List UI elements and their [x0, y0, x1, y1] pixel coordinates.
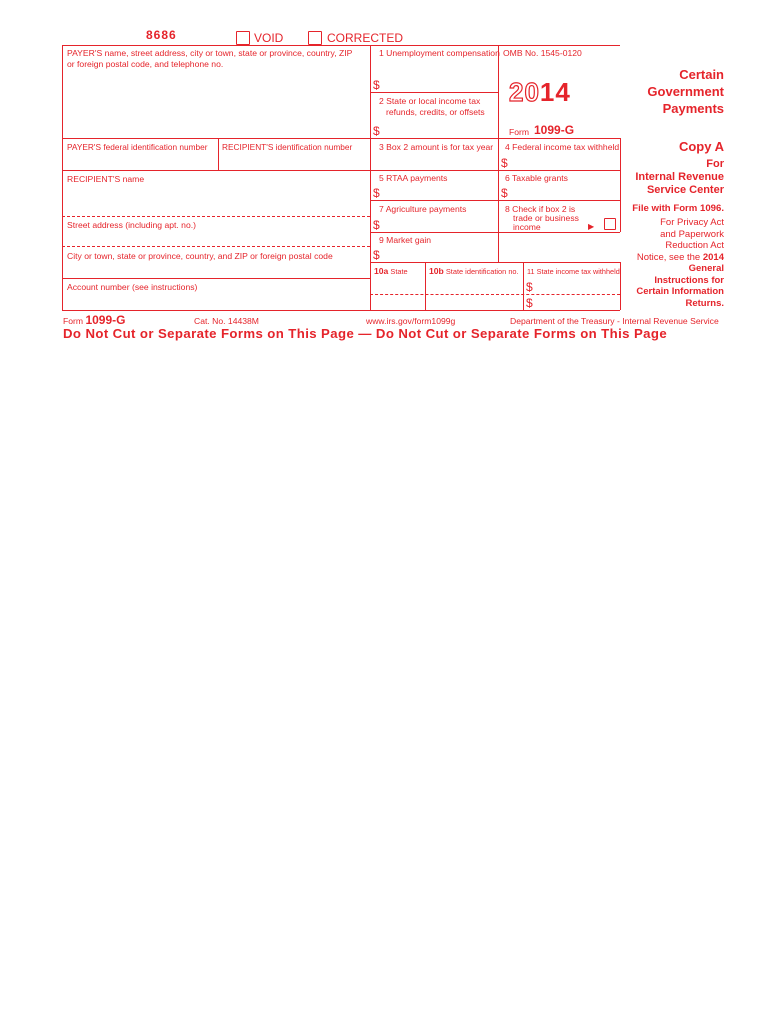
general-line-4: Returns. [685, 297, 724, 309]
box7-label: 7 Agriculture payments [379, 204, 467, 214]
box5-field[interactable] [382, 185, 496, 199]
notice-year: 2014 [702, 251, 724, 263]
tax-year-solid: 14 [539, 77, 571, 107]
box8-label-3: income [513, 222, 541, 232]
copy-panel [600, 139, 724, 309]
box6-dollar: $ [501, 186, 508, 200]
box10a-number: 10a [374, 266, 389, 276]
box2-dollar: $ [373, 124, 380, 138]
form-code: 8686 [146, 28, 177, 42]
for-label: For [706, 158, 724, 170]
file-with-label: File with Form 1096. [632, 203, 724, 214]
payer-name-label: PAYER'S name, street address, city or town, state or province, country, ZIP [67, 48, 353, 58]
box11-label: 11 State income tax withheld [527, 267, 620, 276]
payer-name-label-2: or foreign postal code, and telephone no. [67, 59, 224, 69]
box2-field[interactable] [382, 122, 496, 136]
box3-field[interactable] [372, 154, 496, 169]
payer-name-field[interactable] [64, 72, 368, 136]
recipient-name-field[interactable] [64, 186, 368, 215]
form-title-1: Certain [679, 67, 724, 82]
arrow-right-icon: ▶ [588, 222, 595, 231]
payer-fed-id-label: PAYER'S federal identification number [67, 142, 208, 152]
footer-form-number: 1099-G [85, 313, 126, 327]
side-panel [600, 66, 724, 117]
box9-dollar: $ [373, 248, 380, 262]
form-title-3: Payments [662, 101, 724, 116]
box10a-text: State [390, 267, 408, 276]
street-address-label: Street address (including apt. no.) [67, 220, 196, 230]
void-label: VOID [254, 31, 284, 45]
box1-dollar: $ [373, 78, 380, 92]
box2-label-1: 2 State or local income tax [379, 96, 481, 106]
box10a-field-1[interactable] [372, 278, 424, 293]
recipient-id-label: RECIPIENT'S identification number [222, 142, 353, 152]
corrected-label: CORRECTED [327, 31, 404, 45]
copy-label: Copy A [678, 139, 724, 154]
general-line-1: General [688, 263, 724, 274]
box9-label: 9 Market gain [379, 235, 432, 245]
general-line-2: Instructions for [654, 274, 724, 286]
box10a-label [374, 266, 408, 277]
box2-label-2: refunds, credits, or offsets [386, 107, 485, 117]
box7-field[interactable] [382, 216, 496, 231]
corrected-checkbox[interactable] [308, 31, 322, 45]
dept-treasury: Department of the Treasury - Internal Revenue Service [510, 316, 719, 326]
recipient-name-label: RECIPIENT'S name [67, 174, 145, 184]
tax-year [509, 79, 571, 105]
privacy-line-1: For Privacy Act [660, 217, 724, 228]
box5-label: 5 RTAA payments [379, 173, 448, 183]
general-line-3: Certain Information [636, 286, 724, 297]
box10b-field-2[interactable] [427, 295, 521, 309]
payer-fed-id-field[interactable] [64, 154, 216, 169]
notice-line [600, 252, 724, 264]
street-address-field[interactable] [64, 231, 368, 245]
irs-label-1: Internal Revenue [635, 171, 724, 183]
omb-number: OMB No. 1545-0120 [503, 48, 582, 58]
form-title-2: Government [647, 84, 724, 99]
box11-dollar-1: $ [526, 280, 533, 294]
box8-label-2: trade or business [513, 213, 579, 223]
irs-url: www.irs.gov/form1099g [366, 316, 456, 326]
box10b-text: State identification no. [445, 267, 519, 276]
form-number: 1099-G [534, 123, 575, 137]
account-number-field[interactable] [64, 294, 368, 309]
footer-form-word: Form [63, 316, 84, 326]
box3-label: 3 Box 2 amount is for tax year [379, 142, 494, 152]
box7-dollar: $ [373, 218, 380, 232]
box8-label-1: 8 Check if box 2 is [505, 204, 576, 214]
privacy-line-2: and Paperwork [660, 228, 724, 240]
box10b-field-1[interactable] [427, 278, 521, 293]
box10b-number: 10b [429, 266, 444, 276]
recipient-id-field[interactable] [220, 154, 368, 169]
form-label: Form [509, 127, 530, 137]
privacy-line-3: Reduction Act [665, 240, 724, 251]
notice-prefix: Notice, see the [636, 251, 701, 263]
box1-label: 1 Unemployment compensation [379, 48, 500, 58]
box10a-field-2[interactable] [372, 295, 424, 309]
cat-number: Cat. No. 14438M [194, 316, 259, 326]
box11-dollar-2: $ [526, 296, 533, 310]
irs-label-2: Service Center [646, 184, 724, 196]
box1-field[interactable] [382, 77, 496, 91]
box6-label: 6 Taxable grants [505, 173, 568, 183]
do-not-cut-notice: Do Not Cut or Separate Forms on This Page — Do Not Cut or Separate Forms on This Page [63, 326, 668, 341]
box5-dollar: $ [373, 186, 380, 200]
void-checkbox[interactable] [236, 31, 250, 45]
box10b-label [429, 266, 519, 277]
city-field[interactable] [64, 262, 368, 277]
box9-field[interactable] [382, 247, 496, 261]
box4-dollar: $ [501, 156, 508, 170]
tax-year-outline: 20 [509, 77, 540, 107]
box4-label: 4 Federal income tax withheld [505, 142, 620, 152]
city-label: City or town, state or province, country, and ZIP or foreign postal code [67, 251, 333, 261]
account-number-label: Account number (see instructions) [67, 282, 198, 292]
